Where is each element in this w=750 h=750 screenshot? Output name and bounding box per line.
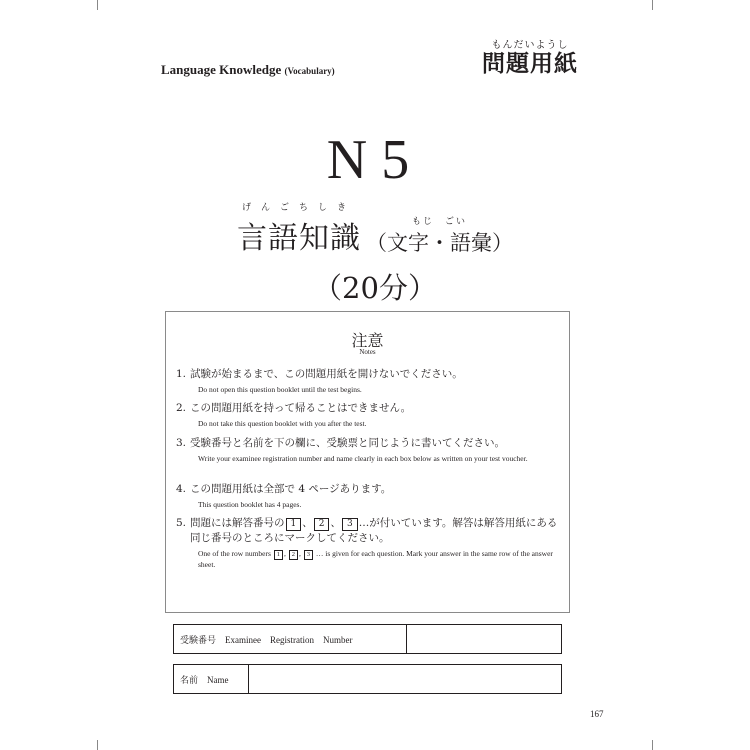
subject-heading [0,200,750,257]
name-row [173,664,562,694]
note-number: 5. [176,517,187,529]
subject-paren: （文字・語彙） [366,231,514,255]
note-item [176,367,561,395]
notes-box [165,311,570,613]
note-jp: 受験番号と名前を下の欄に、受験票と同じように書いてください。 [190,437,505,449]
level-title: N5 [326,129,424,191]
note-en: Write your examinee registration number and name clearly in each box below as written on your test voucher. [198,454,528,463]
note-jp: この問題用紙を持って帰ることはできません。 [190,402,412,414]
crop-mark [97,740,98,750]
note-jp: 試験が始まるまで、この問題用紙を開けないでください。 [190,368,463,380]
booklet-furigana: もんだいようし [491,40,569,51]
page-number: 167 [590,709,604,719]
subject-paren-furigana: もじ ごい [412,217,468,227]
note-item: 5. 問題には解答番号の 1 、 2 、 3 …が付いています。解答は解答用紙にある同じ番号のところにマークしてください。 One of the row numbers 1 , 2 , 3 … is given for each question. Mark your answer in the same row of the answer sheet. [176,517,558,569]
crop-mark [97,0,98,10]
name-label: 名前 Name [174,665,249,693]
answer-number-box: 3 [304,550,313,560]
note-en: Do not open this question booklet until the test begins. [198,385,362,394]
note-number: 4. [176,483,187,495]
note-item [176,436,561,464]
note-number: 3. [176,437,187,449]
note-en: This question booklet has 4 pages. [198,500,302,509]
crop-mark [652,740,653,750]
section-title: Language Knowledge [161,62,282,77]
registration-number-row [173,624,562,654]
notes-subtitle: Notes [359,348,376,356]
booklet-label [470,36,590,77]
name-field[interactable] [249,665,561,693]
note-number: 2. [176,402,187,414]
answer-number-box: 1 [274,550,283,560]
registration-number-label: 受験番号 Examinee Registration Number [174,625,407,653]
section-subtitle: (Vocabulary) [284,66,335,76]
note-jp: この問題用紙は全部で 4 ページあります。 [190,483,392,495]
answer-number-box: 2 [289,550,298,560]
note-en: … is given for each question. Mark your answer in the same row of the answer sheet. [198,549,553,569]
answer-number-box: 3 [342,518,358,531]
crop-mark [652,0,653,10]
note-jp: …が付いています。解答は解答用紙にある同じ番号のところにマークしてください。 [190,517,558,544]
note-jp: 問題には解答番号の [190,517,285,529]
note-en: One of the row numbers [198,549,271,558]
answer-number-box: 2 [314,518,330,531]
answer-number-box: 1 [286,518,302,531]
subject-title: 言語知識 [236,221,361,256]
note-en: Do not take this question booklet with you after the test. [198,419,367,428]
subject-furigana: げんごちしき [241,203,356,213]
notes-title: 注意 [351,331,384,350]
booklet-title: 問題用紙 [482,50,578,77]
registration-number-field[interactable] [407,625,561,653]
note-item [176,482,561,510]
note-number: 1. [176,368,187,380]
section-label [161,62,335,78]
note-item [176,401,561,429]
duration: （20分） [313,271,437,305]
